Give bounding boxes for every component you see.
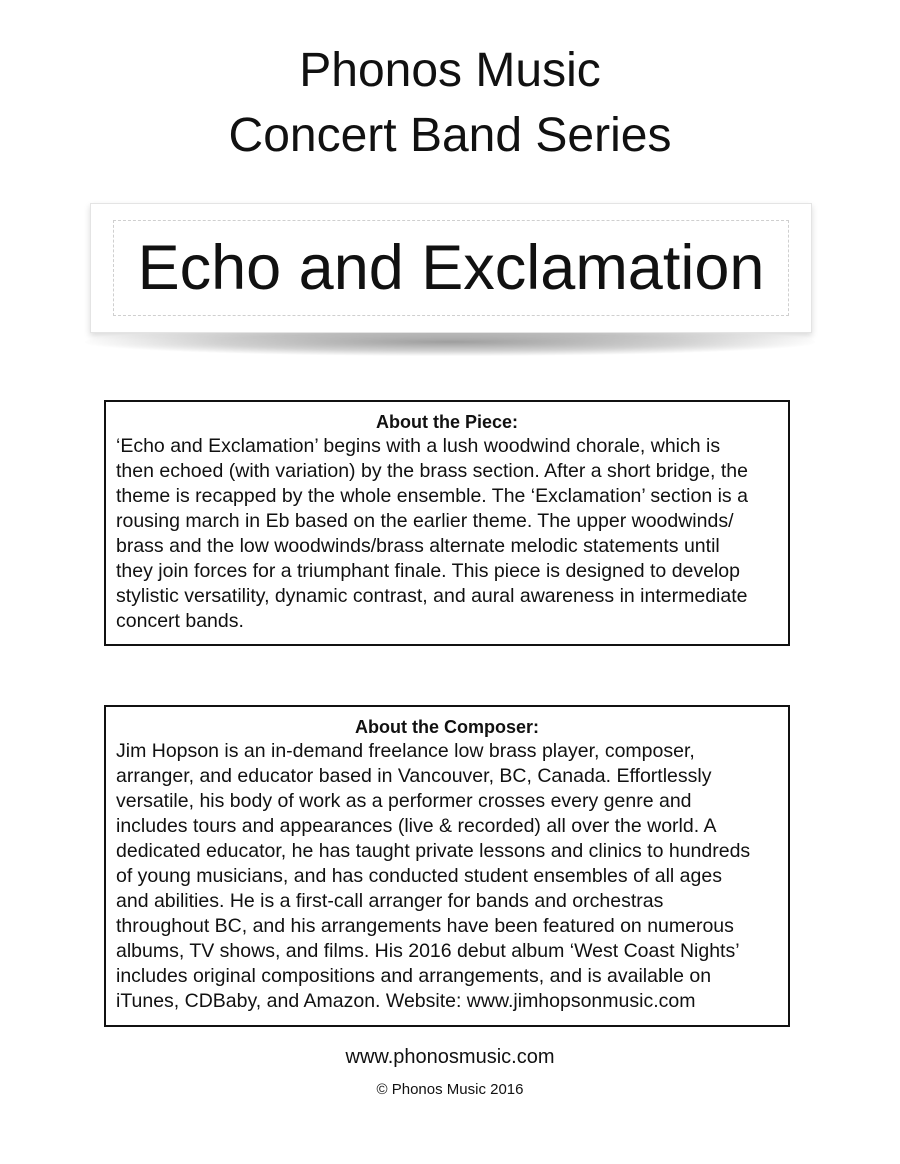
about-composer-line: arranger, and educator based in Vancouver, BC, Canada. Effortlessly — [116, 765, 712, 787]
about-piece-line: brass and the low woodwinds/brass alternate melodic statements until — [116, 535, 720, 557]
about-piece-line: stylistic versatility, dynamic contrast, and aural awareness in intermediate — [116, 585, 748, 607]
about-composer-heading: About the Composer: — [355, 717, 539, 737]
about-composer-line: iTunes, CDBaby, and Amazon. Website: www.jimhopsonmusic.com — [116, 990, 696, 1012]
publisher-website[interactable]: www.phonosmusic.com — [345, 1046, 555, 1068]
about-composer-line: and abilities. He is a first-call arranger for bands and orchestras — [116, 890, 664, 912]
about-piece-text — [116, 434, 778, 634]
about-composer-text — [116, 739, 778, 1014]
about-composer-line: throughout BC, and his arrangements have been featured on numerous — [116, 915, 734, 937]
about-composer-line: dedicated educator, he has taught private lessons and clinics to hundreds — [116, 840, 751, 862]
about-composer-line: includes tours and appearances (live & recorded) all over the world. A — [116, 815, 717, 837]
about-piece-heading: About the Piece: — [375, 412, 518, 432]
copyright-notice: © Phonos Music 2016 — [376, 1081, 524, 1098]
series-title-line-2: Concert Band Series — [228, 109, 672, 162]
about-composer-box — [104, 705, 790, 1027]
about-composer-line: Jim Hopson is an in-demand freelance low brass player, composer, — [116, 740, 695, 762]
about-piece-box — [104, 400, 790, 646]
title-banner — [90, 203, 812, 333]
about-composer-line: includes original compositions and arrangements, and is available on — [116, 965, 712, 987]
about-piece-line: ‘Echo and Exclamation’ begins with a lush woodwind chorale, which is — [116, 435, 721, 457]
title-banner-inner-frame — [113, 220, 789, 316]
piece-title: Echo and Exclamation — [137, 233, 765, 303]
about-composer-line: of young musicians, and has conducted student ensembles of all ages — [116, 865, 722, 887]
about-composer-line: albums, TV shows, and films. His 2016 debut album ‘West Coast Nights’ — [116, 940, 740, 962]
about-piece-line: rousing march in Eb based on the earlier theme. The upper woodwinds/ — [116, 510, 734, 532]
about-piece-line: they join forces for a triumphant finale. This piece is designed to develop — [116, 560, 740, 582]
about-piece-line: concert bands. — [116, 610, 244, 632]
about-piece-line: theme is recapped by the whole ensemble. The ‘Exclamation’ section is a — [116, 485, 748, 507]
about-composer-line: versatile, his body of work as a performer crosses every genre and — [116, 790, 692, 812]
about-piece-line: then echoed (with variation) by the brass section. After a short bridge, the — [116, 460, 748, 482]
series-title-line-1: Phonos Music — [299, 44, 601, 97]
